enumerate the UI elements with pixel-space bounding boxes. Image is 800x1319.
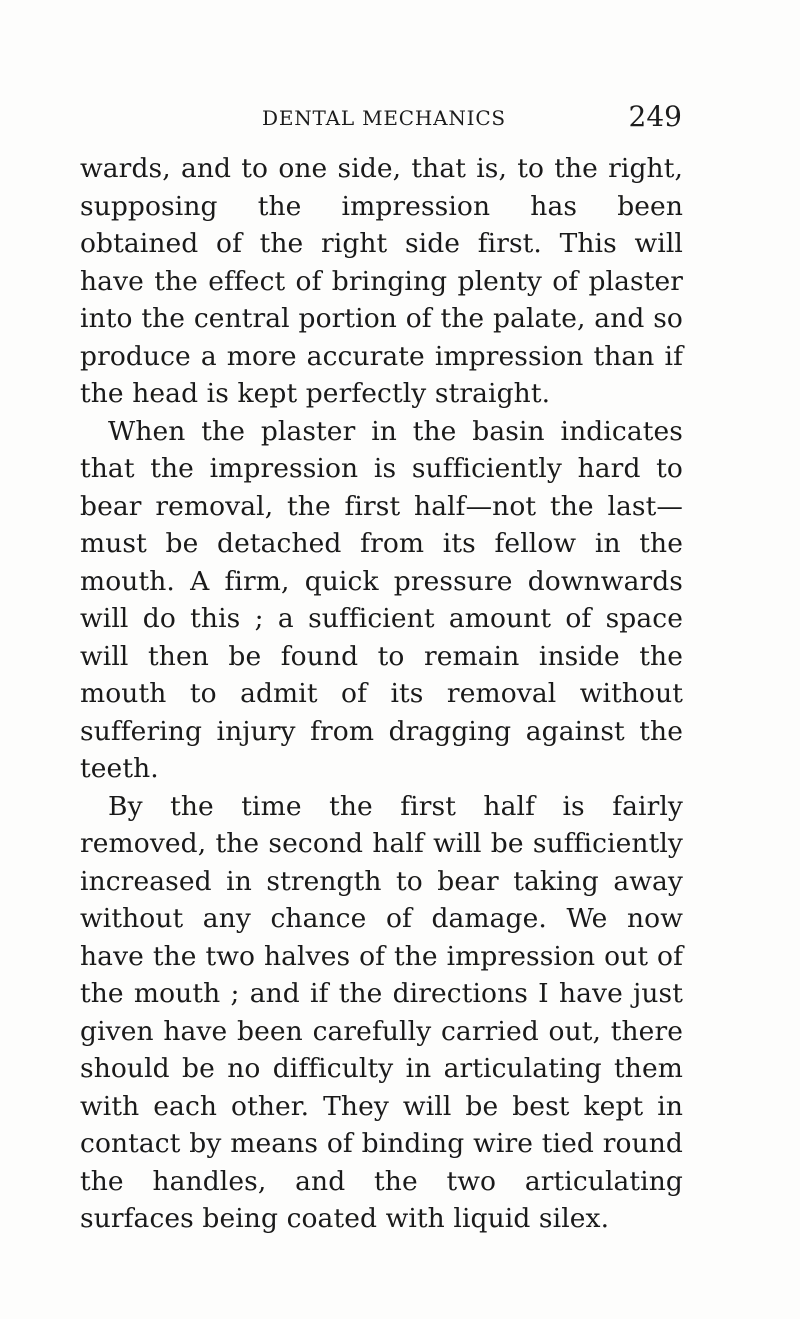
paragraph-2: When the plaster in the basin indicates that the impression is sufficiently hard to bear removal, the first half—not the last—must be detached from its fellow in the mouth. A firm, quick pressure downwards will do this ; a sufficient amount of space will then be found to remain inside the mouth to admit of its removal without suffering injury from dragging against the teeth. [80,415,683,784]
running-head [0,100,800,140]
running-head-title: DENTAL MECHANICS [262,106,506,130]
paragraph-3: By the time the first half is fairly removed, the second half will be sufficiently increased in strength to bear taking away without any chance of damage. We now have the two halves of the impression out of the mouth ; and if the directions I have just given have been carefully carried out, there should be no difficulty in articulating them with each other. They will be best kept in contact by means of binding wire tied round the handles, and the two articulating surfaces being coated with liquid silex. [80,790,683,1234]
page-number: 249 [628,100,682,133]
paragraph-1: wards, and to one side, that is, to the right, supposing the impression has been obtained of the right side first. This will have the effect of bringing plenty of plaster into the central portion of the palate, and so produce a more accurate impression than if the head is kept perfectly straight. [80,153,683,409]
body-text [80,150,683,1238]
